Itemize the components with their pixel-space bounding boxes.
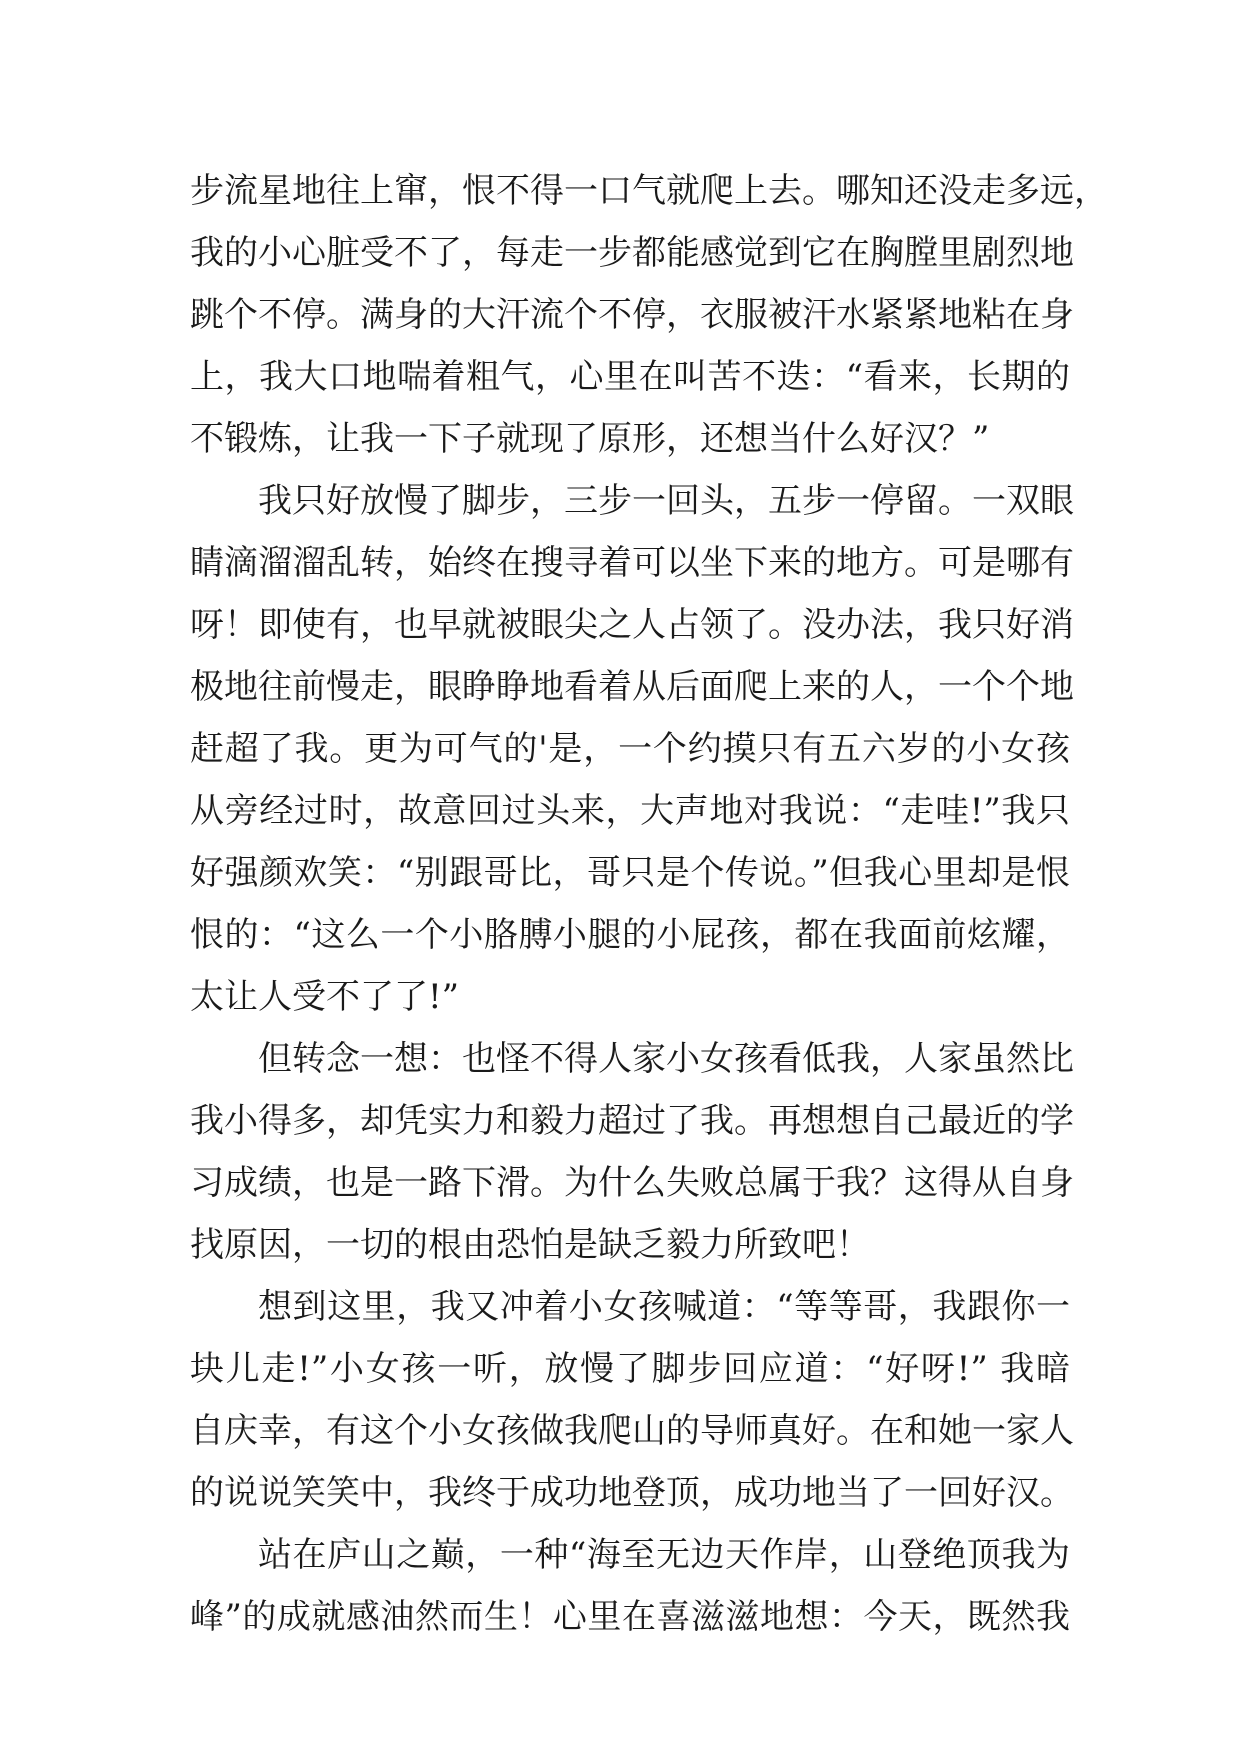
text-line: 不锻炼，让我一下子就现了原形，还想当什么好汉？” <box>190 419 990 459</box>
text-line: 从旁经过时，故意回过头来，大声地对我说：“走哇!”我只 <box>190 791 1070 831</box>
text-line: 找原因，一切的根由恐怕是缺乏毅力所致吧！ <box>190 1225 870 1265</box>
paragraph <box>190 1276 1074 1524</box>
paragraph <box>190 1524 1070 1648</box>
text-line: 极地往前慢走，眼睁睁地看着从后面爬上来的人，一个个地 <box>190 667 1074 707</box>
text-line: 赶超了我。更为可气的'是，一个约摸只有五六岁的小女孩 <box>190 729 1070 769</box>
text-line: 恨的：“这么一个小胳膊小腿的小屁孩，都在我面前炫耀， <box>190 915 1070 955</box>
text-line: 的说说笑笑中，我终于成功地登顶，成功地当了一回好汉。 <box>190 1473 1074 1513</box>
text-line: 但转念一想：也怪不得人家小女孩看低我，人家虽然比 <box>258 1039 1074 1079</box>
text-line: 上，我大口地喘着粗气，心里在叫苦不迭：“看来，长期的 <box>190 357 1070 397</box>
text-line: 峰”的成就感油然而生！心里在喜滋滋地想：今天，既然我 <box>190 1597 1070 1637</box>
text-line: 习成绩，也是一路下滑。为什么失败总属于我？这得从自身 <box>190 1163 1074 1203</box>
text-line: 自庆幸，有这个小女孩做我爬山的导师真好。在和她一家人 <box>190 1411 1074 1451</box>
text-line: 睛滴溜溜乱转，始终在搜寻着可以坐下来的地方。可是哪有 <box>190 543 1074 583</box>
text-line: 跳个不停。满身的大汗流个不停，衣服被汗水紧紧地粘在身 <box>190 295 1074 335</box>
text-line: 呀！即使有，也早就被眼尖之人占领了。没办法，我只好消 <box>190 605 1074 645</box>
text-line: 我的小心脏受不了，每走一步都能感觉到它在胸膛里剧烈地 <box>190 233 1074 273</box>
document-body <box>190 160 1108 1648</box>
paragraph <box>190 470 1074 1028</box>
paragraph <box>190 1028 1074 1276</box>
text-line: 我只好放慢了脚步，三步一回头，五步一停留。一双眼 <box>258 481 1074 521</box>
text-line: 步流星地往上窜，恨不得一口气就爬上去。哪知还没走多远， <box>190 171 1108 211</box>
paragraph <box>190 160 1108 470</box>
text-line: 好强颜欢笑：“别跟哥比，哥只是个传说。”但我心里却是恨 <box>190 853 1070 893</box>
text-line: 站在庐山之巅，一种“海至无边天作岸，山登绝顶我为 <box>258 1535 1070 1575</box>
text-line: 想到这里，我又冲着小女孩喊道：“等等哥，我跟你一 <box>258 1287 1070 1327</box>
text-line: 太让人受不了了!” <box>190 977 460 1017</box>
text-line: 块儿走!”小女孩一听，放慢了脚步回应道：“好呀!” 我暗 <box>190 1349 1070 1389</box>
text-line: 我小得多，却凭实力和毅力超过了我。再想想自己最近的学 <box>190 1101 1074 1141</box>
